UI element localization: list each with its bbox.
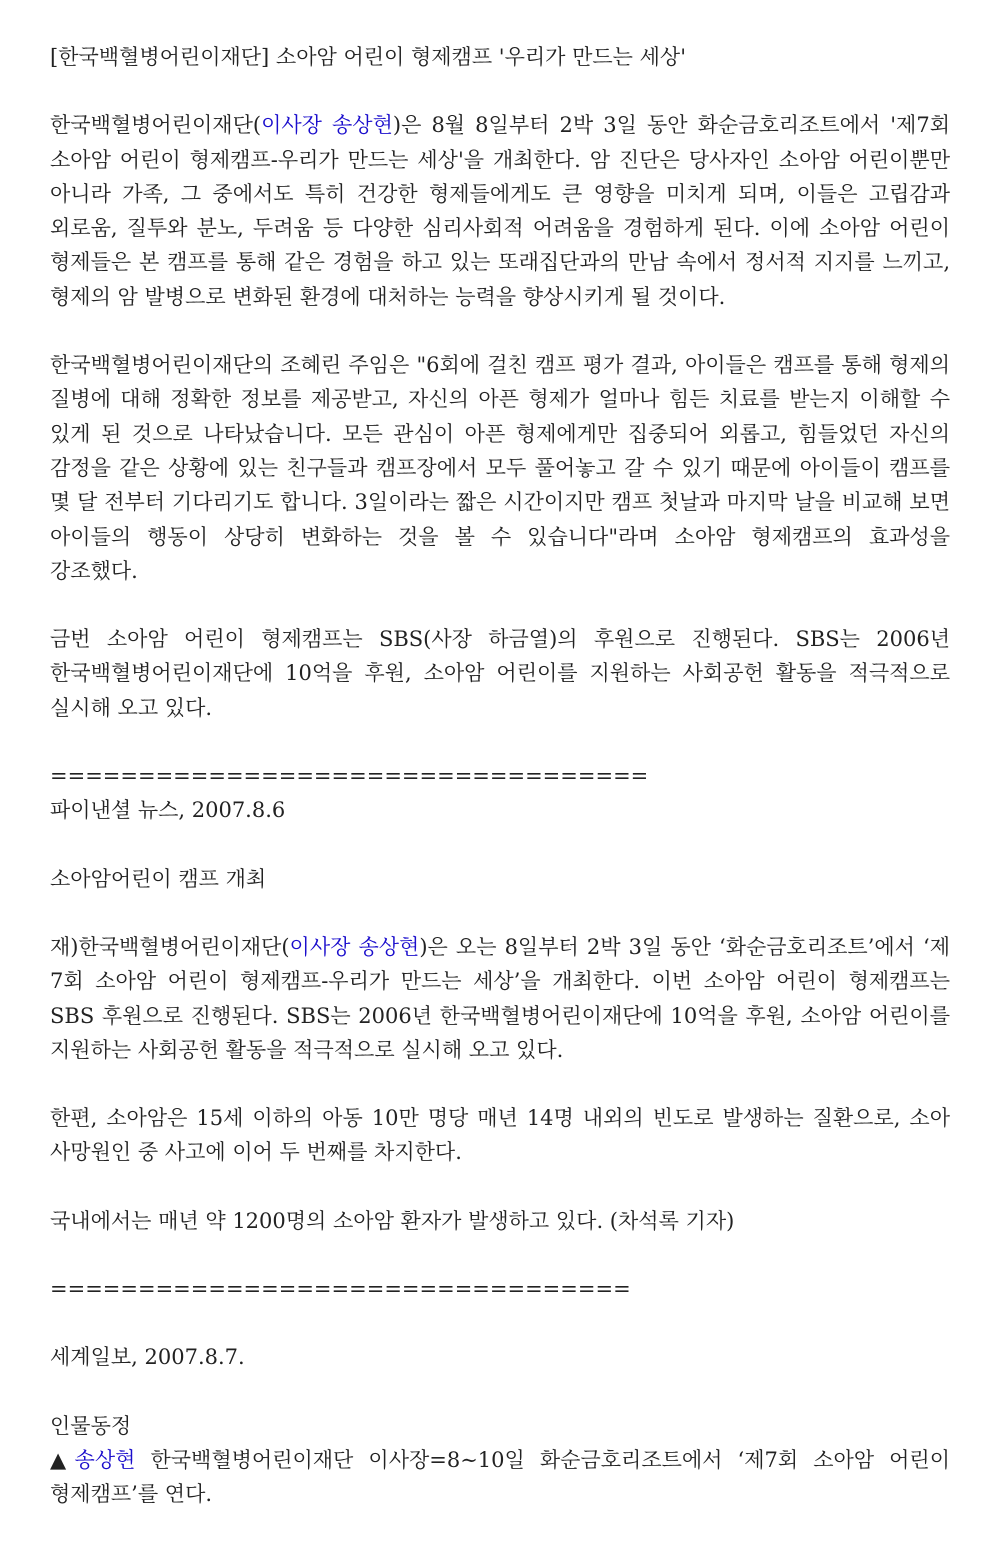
- article-paragraph-6: 국내에서는 매년 약 1200명의 소아암 환자가 발생하고 있다. (차석록 기자): [50, 1208, 735, 1233]
- separator-line-2: =================================: [50, 1277, 631, 1302]
- article-title-2: 소아암어린이 캠프 개최: [50, 866, 267, 891]
- headline: [한국백혈병어린이재단] 소아암 어린이 형제캠프 '우리가 만드는 세상': [50, 45, 686, 69]
- article-paragraph-5: 한편, 소아암은 15세 이하의 아동 10만 명당 매년 14명 내외의 빈도로 발생하는 질환으로, 소아 사망원인 중 사고에 이어 두 번째를 차지한다.: [50, 1106, 950, 1165]
- paragraph-text: )은 오는 8일부터 2박 3일 동안 ‘화순금호리조트’에서 ‘제 7회 소아암 어린이 형제캠프-우리가 만드는 세상’을 개최한다. 이번 소아암 어린이 형제캠프는 SBS 후원으로 진행된다. SBS는 2006년 한국백혈병어린이재단에 10억을 후원, 소아암 어린이를 지원하는 사회공헌 활동을 적극적으로 실시해 오고 있다.: [50, 934, 950, 1062]
- chairman-link[interactable]: 이사장 송상현: [261, 113, 393, 138]
- article-paragraph-1: [50, 108, 950, 314]
- article-title-3: 인물동정: [50, 1413, 132, 1438]
- triangle-marker-icon: ▲: [50, 1447, 75, 1472]
- article-paragraph-2: 한국백혈병어린이재단의 조혜린 주임은 "6회에 걸친 캠프 평가 결과, 아이들은 캠프를 통해 형제의 질병에 대해 정확한 정보를 제공받고, 자신의 아픈 형제가 얼마나 힘든 치료를 받는지 이해할 수 있게 된 것으로 나타났습니다. 모든 관심이 아픈 형제에게만 집중되어 외롭고, 힘들었던 자신의 감정을 같은 상황에 있는 친구들과 캠프장에서 모두 풀어놓고 갈 수 있기 때문에 아이들이 캠프를 몇 달 전부터 기다리기도 합니다. 3일이라는 짧은 시간이지만 캠프 첫날과 마지막 날을 비교해 보면 아이들의 행동이 상당히 변화하는 것을 볼 수 있습니다"라며 소아암 형제캠프의 효과성을 강조했다.: [50, 353, 950, 583]
- paragraph-text: 재)한국백혈병어린이재단(: [50, 934, 290, 959]
- paragraph-text: 한국백혈병어린이재단 이사장=8∼10일 화순금호리조트에서 ‘제7회 소아암 어린이 형제캠프’를 연다.: [50, 1447, 950, 1507]
- article-paragraph-4: [50, 930, 950, 1067]
- source-line-2: 세계일보, 2007.8.7.: [50, 1345, 245, 1370]
- paragraph-text: 한국백혈병어린이재단(: [50, 113, 262, 138]
- source-line-1: 파이낸셜 뉴스, 2007.8.6: [50, 798, 286, 823]
- paragraph-text: )은 8월 8일부터 2박 3일 동안 화순금호리조트에서 '제7회 소아암 어린이 형제캠프-우리가 만드는 세상'을 개최한다. 암 진단은 당사자인 소아암 어린이뿐만 아니라 가족, 그 중에서도 특히 건강한 형제들에게도 큰 영향을 미치게 되며, 이들은 고립감과 외로움, 질투와 분노, 두려움 등 다양한 심리사회적 어려움을 경험하게 된다. 이에 소아암 어린이 형제들은 본 캠프를 통해 같은 경험을 하고 있는 또래집단과의 만남 속에서 정서적 지지를 느끼고, 형제의 암 발병으로 변화된 환경에 대처하는 능력을 향상시키게 될 것이다.: [50, 113, 950, 309]
- article-paragraph-3: 금번 소아암 어린이 형제캠프는 SBS(사장 하금열)의 후원으로 진행된다. SBS는 2006년 한국백혈병어린이재단에 10억을 후원, 소아암 어린이를 지원하는 사회공헌 활동을 적극적으로 실시해 오고 있다.: [50, 627, 950, 720]
- article-paragraph-7: [50, 1443, 950, 1512]
- chairman-link[interactable]: 이사장 송상현: [289, 934, 420, 959]
- chairman-name-link[interactable]: 송상현: [74, 1447, 136, 1472]
- separator-line-1: ==================================: [50, 764, 649, 789]
